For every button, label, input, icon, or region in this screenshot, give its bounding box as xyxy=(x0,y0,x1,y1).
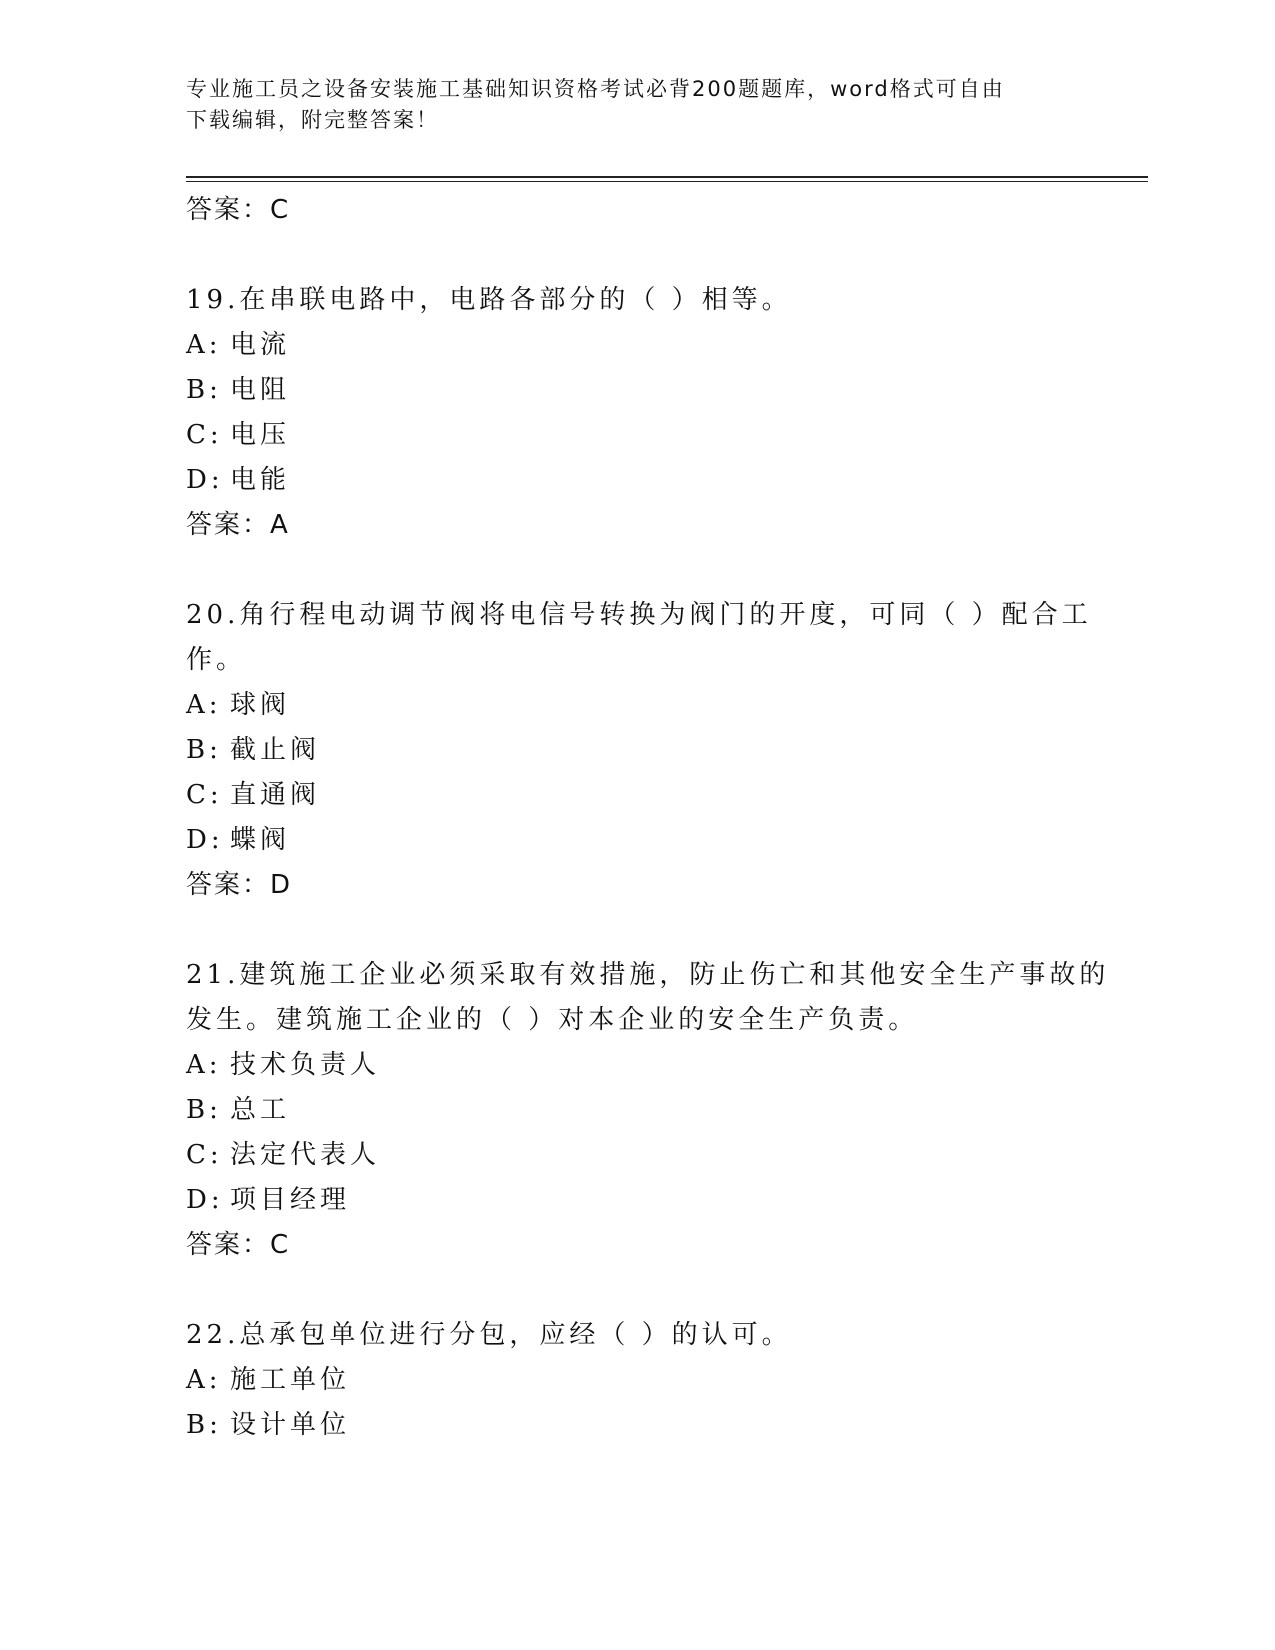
header-rule-thin xyxy=(186,181,1148,182)
document-header xyxy=(186,74,1066,136)
question-text-line-1: 21.建筑施工企业必须采取有效措施，防止伤亡和其他安全生产事故的 xyxy=(186,960,1110,990)
question-text: 19.在串联电路中，电路各部分的（ ）相等。 xyxy=(186,285,792,315)
option-c xyxy=(186,773,1086,818)
option-key: C: xyxy=(186,420,223,450)
spacer xyxy=(186,1268,1086,1313)
option-text: 截止阀 xyxy=(230,735,321,765)
question-text: 22.总承包单位进行分包，应经（ ）的认可。 xyxy=(186,1320,792,1350)
option-a xyxy=(186,323,1086,368)
answer-value: C xyxy=(270,195,291,225)
option-key: A: xyxy=(186,690,222,720)
option-key: B: xyxy=(186,1410,222,1440)
option-text: 设计单位 xyxy=(230,1410,351,1440)
option-c xyxy=(186,1133,1086,1178)
header-line-1: 专业施工员之设备安装施工基础知识资格考试必背200题题库，word格式可自由 xyxy=(186,77,1005,101)
answer-line xyxy=(186,863,1086,908)
question-list xyxy=(186,188,1110,1448)
option-b xyxy=(186,368,1086,413)
question-text-line-1: 20.角行程电动调节阀将电信号转换为阀门的开度，可同（ ）配合工 xyxy=(186,600,1092,630)
option-a xyxy=(186,683,1086,728)
option-c xyxy=(186,413,1086,458)
option-d xyxy=(186,818,1086,863)
option-text: 施工单位 xyxy=(230,1365,351,1395)
option-text: 电能 xyxy=(230,465,291,495)
option-key: C: xyxy=(186,780,223,810)
answer-label: 答案： xyxy=(186,510,271,540)
option-key: B: xyxy=(186,1095,222,1125)
answer-value: C xyxy=(270,1230,291,1260)
option-text: 直通阀 xyxy=(230,780,321,810)
spacer xyxy=(186,233,1086,278)
option-text: 法定代表人 xyxy=(230,1140,381,1170)
option-text: 项目经理 xyxy=(230,1185,351,1215)
answer-label: 答案： xyxy=(186,1230,271,1260)
header-line-2: 下载编辑，附完整答案！ xyxy=(186,108,439,132)
answer-value: D xyxy=(270,870,293,900)
answer-line xyxy=(186,503,1086,548)
option-key: B: xyxy=(186,735,222,765)
answer-line xyxy=(186,1223,1086,1268)
option-text: 电压 xyxy=(230,420,291,450)
option-d xyxy=(186,1178,1086,1223)
option-d xyxy=(186,458,1086,503)
option-a xyxy=(186,1358,1086,1403)
option-text: 电流 xyxy=(230,330,291,360)
option-key: D: xyxy=(186,1185,224,1215)
option-b xyxy=(186,1403,1086,1448)
option-key: A: xyxy=(186,330,222,360)
answer-value: A xyxy=(270,510,290,540)
question-19 xyxy=(186,278,1086,548)
option-key: C: xyxy=(186,1140,223,1170)
option-b xyxy=(186,728,1086,773)
question-22 xyxy=(186,1313,1086,1448)
answer-label: 答案： xyxy=(186,195,271,225)
answer-label: 答案： xyxy=(186,870,271,900)
header-rule-thick xyxy=(186,176,1148,178)
option-b xyxy=(186,1088,1086,1133)
answer-line xyxy=(186,188,1086,233)
option-text: 总工 xyxy=(230,1095,291,1125)
option-key: B: xyxy=(186,375,222,405)
question-21 xyxy=(186,953,1110,1268)
option-key: D: xyxy=(186,465,224,495)
option-text: 电阻 xyxy=(230,375,291,405)
spacer xyxy=(186,548,1086,593)
option-key: A: xyxy=(186,1050,222,1080)
option-a xyxy=(186,1043,1086,1088)
option-key: D: xyxy=(186,825,224,855)
option-key: A: xyxy=(186,1365,222,1395)
question-text-line-2: 发生。建筑施工企业的（ ）对本企业的安全生产负责。 xyxy=(186,1005,919,1035)
spacer xyxy=(186,908,1086,953)
option-text: 技术负责人 xyxy=(230,1050,381,1080)
question-20 xyxy=(186,593,1092,908)
option-text: 球阀 xyxy=(230,690,291,720)
option-text: 蝶阀 xyxy=(230,825,291,855)
question-text-line-2: 作。 xyxy=(186,645,247,675)
